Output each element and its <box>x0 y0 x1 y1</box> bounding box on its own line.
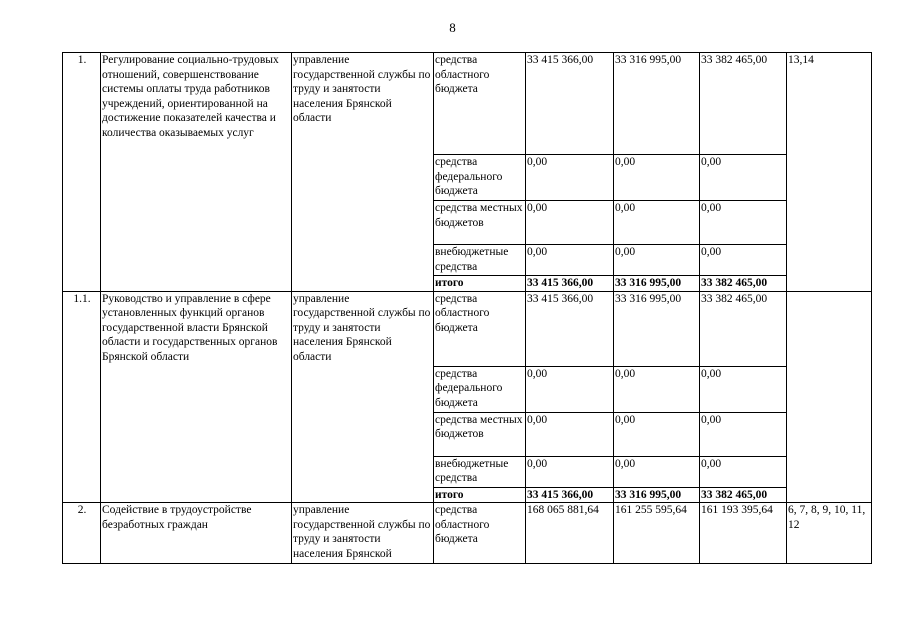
executor: управление государственной службы по труду и занятости населения Брянской области <box>292 291 434 503</box>
table-row <box>63 53 872 155</box>
amount-year-3: 33 382 465,00 <box>700 53 787 155</box>
total-year-3: 33 382 465,00 <box>700 276 787 292</box>
indicators <box>787 291 872 503</box>
amount-year-3: 0,00 <box>700 412 787 456</box>
amount-year-1: 168 065 881,64 <box>526 503 614 564</box>
total-year-1: 33 415 366,00 <box>526 276 614 292</box>
indicators: 13,14 <box>787 53 872 292</box>
amount-year-3: 161 193 395,64 <box>700 503 787 564</box>
amount-year-3: 33 382 465,00 <box>700 291 787 366</box>
total-year-2: 33 316 995,00 <box>614 487 700 503</box>
amount-year-3: 0,00 <box>700 201 787 245</box>
amount-year-2: 0,00 <box>614 245 700 276</box>
funding-source: средства местных бюджетов <box>434 412 526 456</box>
amount-year-2: 0,00 <box>614 412 700 456</box>
total-year-3: 33 382 465,00 <box>700 487 787 503</box>
event-name: Руководство и управление в сфере установленных функций органов государственной власти Брянской области и государственных органов Брянской области <box>101 291 292 503</box>
amount-year-1: 0,00 <box>526 201 614 245</box>
amount-year-1: 33 415 366,00 <box>526 291 614 366</box>
funding-source: внебюджетные средства <box>434 245 526 276</box>
amount-year-2: 0,00 <box>614 155 700 201</box>
executor: управление государственной службы по труду и занятости населения Брянской <box>292 503 434 564</box>
table-row <box>63 503 872 564</box>
event-name: Содействие в трудоустройстве безработных граждан <box>101 503 292 564</box>
funding-source: средства областного бюджета <box>434 53 526 155</box>
amount-year-3: 0,00 <box>700 155 787 201</box>
amount-year-1: 0,00 <box>526 366 614 412</box>
amount-year-1: 0,00 <box>526 245 614 276</box>
amount-year-2: 0,00 <box>614 366 700 412</box>
row-number: 2. <box>63 503 101 564</box>
executor: управление государственной службы по труду и занятости населения Брянской области <box>292 53 434 292</box>
event-name: Регулирование социально-трудовых отношений, совершенствование системы оплаты труда работников учреждений, ориентированной на достижение показателей качества и количества оказываемых услуг <box>101 53 292 292</box>
amount-year-1: 33 415 366,00 <box>526 53 614 155</box>
funding-source: внебюджетные средства <box>434 456 526 487</box>
row-number: 1. <box>63 53 101 292</box>
total-year-1: 33 415 366,00 <box>526 487 614 503</box>
page-number: 8 <box>449 20 456 35</box>
total-year-2: 33 316 995,00 <box>614 276 700 292</box>
funding-source: средства федерального бюджета <box>434 155 526 201</box>
row-number: 1.1. <box>63 291 101 503</box>
amount-year-1: 0,00 <box>526 412 614 456</box>
amount-year-3: 0,00 <box>700 456 787 487</box>
amount-year-1: 0,00 <box>526 155 614 201</box>
amount-year-2: 0,00 <box>614 201 700 245</box>
amount-year-2: 33 316 995,00 <box>614 291 700 366</box>
table-row <box>63 291 872 366</box>
funding-source: средства местных бюджетов <box>434 201 526 245</box>
amount-year-3: 0,00 <box>700 366 787 412</box>
indicators: 6, 7, 8, 9, 10, 11, 12 <box>787 503 872 564</box>
total-label: итого <box>434 276 526 292</box>
amount-year-1: 0,00 <box>526 456 614 487</box>
amount-year-2: 33 316 995,00 <box>614 53 700 155</box>
funding-source: средства областного бюджета <box>434 291 526 366</box>
budget-table <box>62 52 872 564</box>
amount-year-2: 0,00 <box>614 456 700 487</box>
funding-source: средства областного бюджета <box>434 503 526 564</box>
funding-source: средства федерального бюджета <box>434 366 526 412</box>
amount-year-2: 161 255 595,64 <box>614 503 700 564</box>
amount-year-3: 0,00 <box>700 245 787 276</box>
total-label: итого <box>434 487 526 503</box>
